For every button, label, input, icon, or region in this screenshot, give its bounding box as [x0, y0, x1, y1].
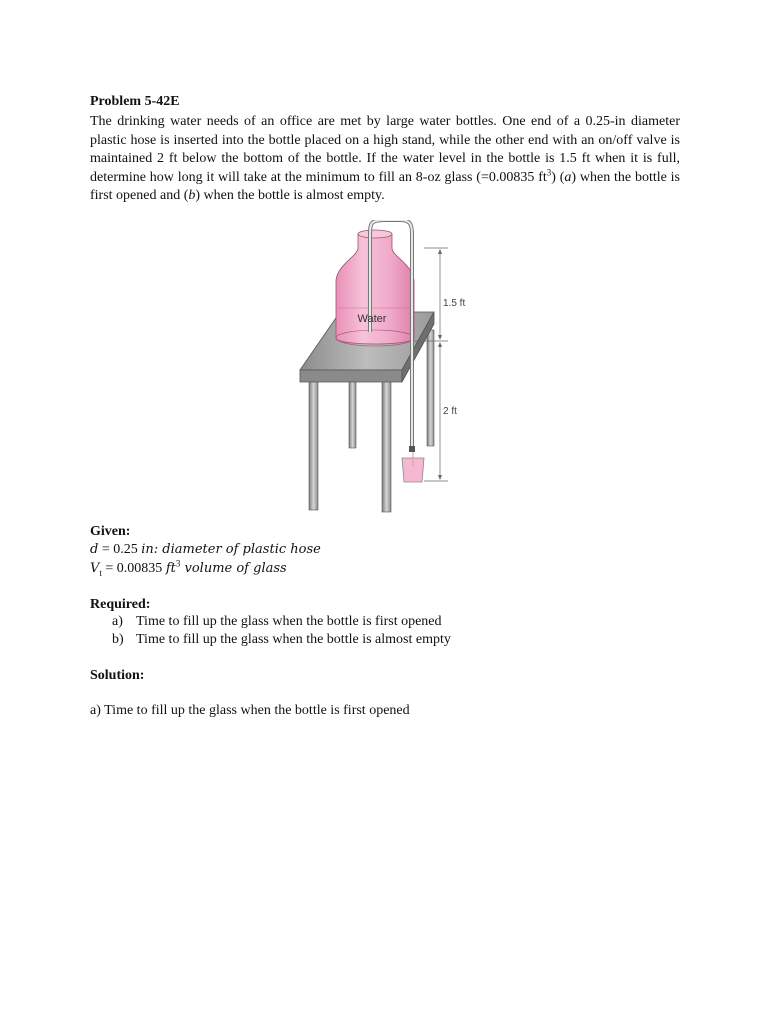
dim-label-top: 1.5 ft	[443, 298, 466, 309]
problem-statement	[90, 113, 680, 206]
required-item-b-text: Time to fill up the glass when the bottle is almost empty	[136, 632, 451, 647]
volume-exponent: 3	[175, 558, 181, 569]
required-heading: Required:	[90, 597, 151, 612]
required-item-a	[112, 614, 442, 630]
dim-label-bottom: 2 ft	[443, 406, 457, 417]
solution-heading: Solution:	[90, 668, 145, 683]
given-volume	[90, 558, 287, 578]
statement-italic-a: a	[564, 169, 572, 185]
given-heading: Given:	[90, 524, 131, 539]
statement-text-3: ) when the bottle is first opened and (	[90, 169, 681, 203]
required-item-b	[112, 632, 451, 648]
required-item-a-text: Time to fill up the glass when the bottle is first opened	[136, 614, 442, 629]
water-bottle-figure	[290, 220, 490, 518]
problem-title: Problem 5-42E	[90, 94, 180, 109]
volume-symbol: V	[90, 561, 100, 576]
bottle-label: Water	[357, 313, 387, 325]
statement-text-4: ) when the bottle is almost empty.	[195, 188, 385, 203]
statement-exponent: 3	[546, 166, 552, 177]
solution-part-a: a) Time to fill up the glass when the bottle is first opened	[90, 703, 410, 718]
given-diameter	[90, 542, 321, 558]
volume-unit: ft	[165, 561, 176, 576]
diameter-symbol: d	[90, 542, 99, 557]
volume-value: = 0.00835	[101, 561, 166, 576]
required-item-b-mark: b)	[112, 632, 124, 647]
volume-subscript: t	[99, 567, 102, 578]
statement-text-2: ) (	[551, 169, 565, 185]
diameter-value: = 0.25	[98, 542, 142, 557]
volume-description: volume of glass	[180, 561, 287, 576]
diameter-description: in: diameter of plastic hose	[141, 542, 321, 557]
drinking-glass	[402, 452, 424, 482]
water-bottle	[336, 230, 414, 346]
statement-italic-b: b	[188, 188, 196, 203]
required-item-a-mark: a)	[112, 614, 123, 629]
statement-text-1: The drinking water needs of an office are met by large water bottles. One end of a 0.25-in diameter plastic hose is inserted into the bottle placed on a high stand, while the other end with an on/off valve is maintained 2 ft below the bottom of the bottle. If the water level in the bottle is 1.5 ft when it is full, determine how long it will take at the minimum to fill an 8-oz glass (=0.00835 ft	[90, 114, 680, 185]
